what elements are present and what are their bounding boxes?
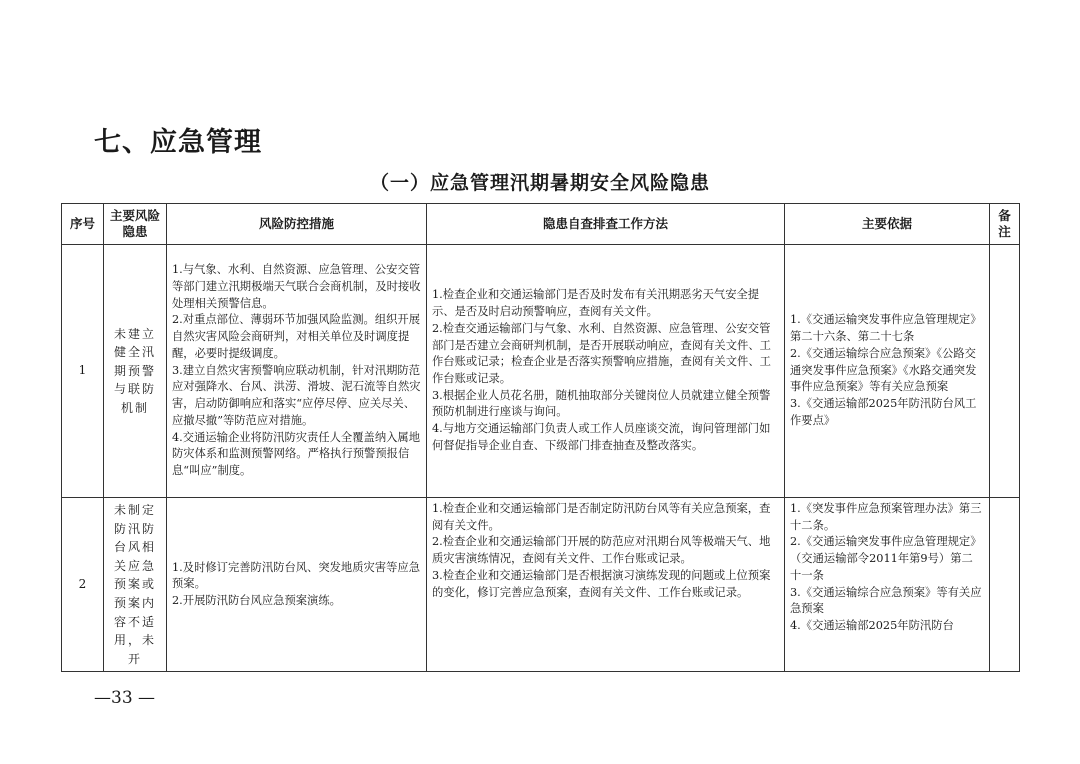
row-hazard: 未建立健全汛期预警与联防机制: [104, 245, 167, 498]
method-item: 2.检查交通运输部门与气象、水利、自然资源、应急管理、公安交管部门是否建立会商研判机制，是否开展联动响应，查阅有关文件、工作台账或记录；检查企业是否落实预警响应措施，查阅有关文件、工作台账或记录。: [432, 321, 771, 385]
section-title: 七、应急管理: [94, 127, 262, 158]
method-item: 1.检查企业和交通运输部门是否制定防汛防台风等有关应急预案，查阅有关文件。: [432, 502, 771, 532]
page-number: —33 —: [94, 688, 156, 708]
subsection-title: （一）应急管理汛期暑期安全风险隐患: [369, 172, 710, 194]
method-item: 1.检查企业和交通运输部门是否及时发布有关汛期恶劣天气安全提示、是否及时启动预警响应，查阅有关文件。: [432, 288, 760, 319]
row-method: [427, 498, 785, 672]
row-note: [990, 245, 1020, 498]
basis-item: 1.《交通运输突发事件应急管理规定》第二十六条、第二十七条: [790, 313, 982, 344]
row-basis: [785, 498, 990, 672]
method-item: 2.检查企业和交通运输部门开展的防范应对汛期台风等极端天气、地质灾害演练情况，查阅有关文件、工作台账或记录。: [432, 535, 771, 566]
table-row: [62, 498, 1020, 672]
row-hazard: 未制定防汛防台风相关应急预案或预案内容不适用，未开: [104, 498, 167, 672]
header-note: 备注: [990, 204, 1020, 245]
measure-item: 1.及时修订完善防汛防台风、突发地质灾害等应急预案。: [172, 560, 421, 591]
row-index: 2: [62, 498, 104, 672]
header-measures: 风险防控措施: [167, 204, 427, 245]
header-method: 隐患自查排查工作方法: [427, 204, 785, 245]
table-header-row: [62, 204, 1020, 245]
basis-item: 4.《交通运输部2025年防汛防台: [790, 619, 954, 633]
measure-item: 1.与气象、水利、自然资源、应急管理、公安交管等部门建立汛期极端天气联合会商机制，及时接收处理相关预警信息。: [172, 263, 421, 310]
table-row: [62, 245, 1020, 498]
risk-table: [61, 203, 1020, 672]
basis-item: 3.《交通运输综合应急预案》等有关应急预案: [790, 585, 982, 616]
header-index: 序号: [62, 204, 104, 245]
row-method: [427, 245, 785, 498]
risk-table-container: [61, 203, 1019, 666]
method-item: 3.检查企业和交通运输部门是否根据演习演练发现的问题或上位预案的变化，修订完善应急预案，查阅有关文件、工作台账或记录。: [432, 568, 771, 599]
method-item: 3.根据企业人员花名册，随机抽取部分关键岗位人员就建立健全预警预防机制进行座谈与询问。: [432, 388, 771, 419]
basis-item: 3.《交通运输部2025年防汛防台风工作要点》: [790, 397, 977, 427]
measure-item: 3.建立自然灾害预警响应联动机制，针对汛期防范应对强降水、台风、洪涝、滑坡、泥石流等自然灾害，启动防御响应和落实“应停尽停、应关尽关、应撤尽撤”等防范应对措施。: [172, 363, 421, 427]
row-measures: [167, 498, 427, 672]
measure-item: 2.开展防汛防台风应急预案演练。: [172, 594, 341, 608]
row-index: 1: [62, 245, 104, 498]
basis-item: 2.《交通运输突发事件应急管理规定》（交通运输部令2011年第9号）第二十一条: [790, 535, 982, 582]
row-basis: [785, 245, 990, 498]
basis-item: 2.《交通运输综合应急预案》《公路交通突发事件应急预案》《水路交通突发事件应急预案》等有关应急预案: [790, 346, 977, 394]
measure-item: 2.对重点部位、薄弱环节加强风险监测。组织开展自然灾害风险会商研判，对相关单位及时调度提醒，必要时提级调度。: [172, 313, 421, 360]
measure-item: 4.交通运输企业将防汛防灾责任人全覆盖纳入属地防灾体系和监测预警网络。严格执行预警预报信息“叫应”制度。: [172, 430, 421, 477]
basis-item: 1.《突发事件应急预案管理办法》第三十二条。: [790, 502, 982, 532]
row-note: [990, 498, 1020, 672]
header-hazard: 主要风险隐患: [104, 204, 167, 245]
header-basis: 主要依据: [785, 204, 990, 245]
method-item: 4.与地方交通运输部门负责人或工作人员座谈交流，询问管理部门如何督促指导企业自查、下级部门排查抽查及整改落实。: [432, 422, 771, 452]
row-measures: [167, 245, 427, 498]
